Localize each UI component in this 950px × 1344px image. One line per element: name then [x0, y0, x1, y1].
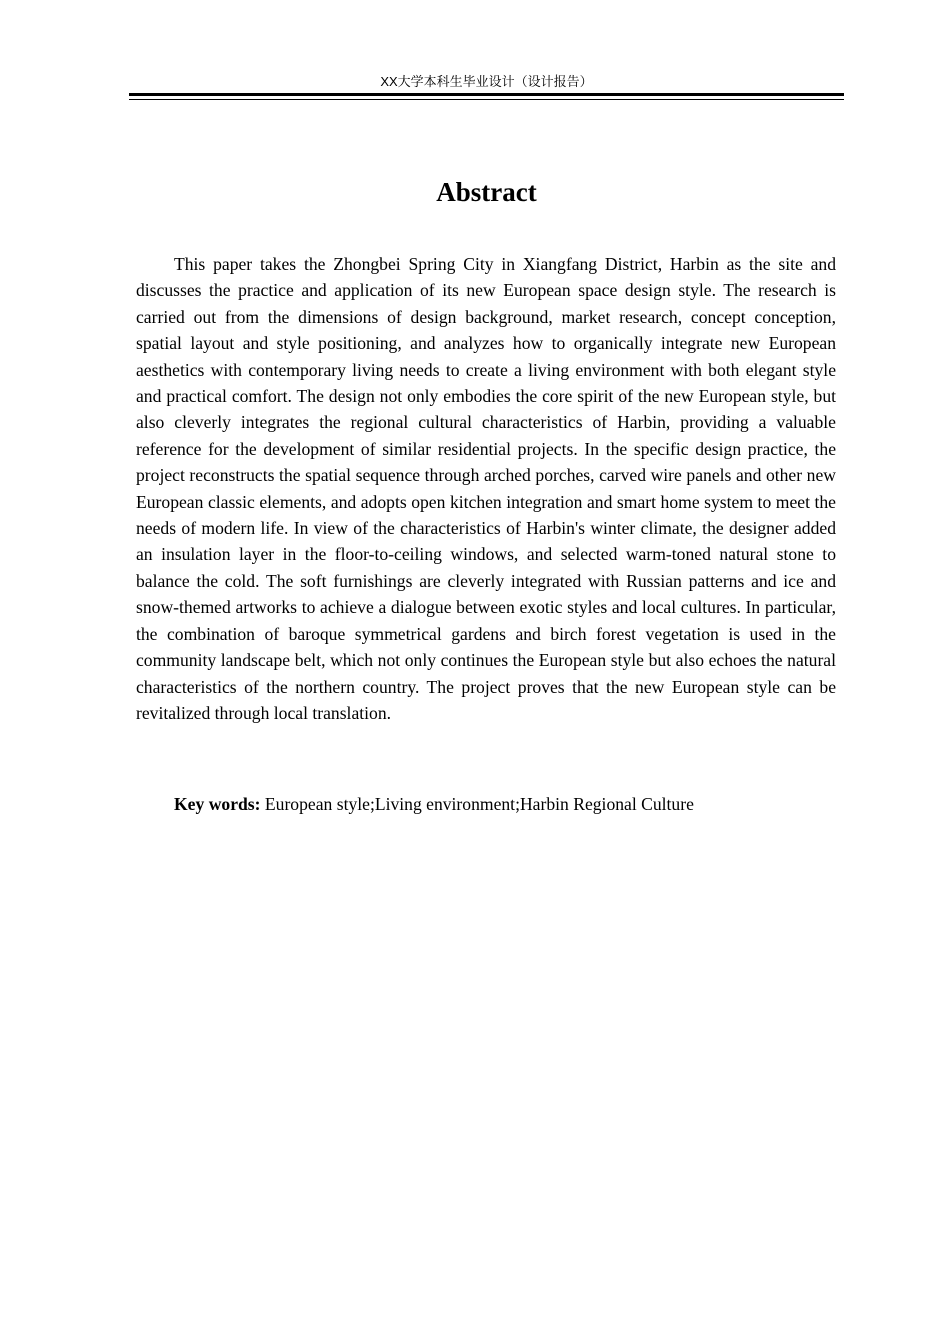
keywords-value: European style;Living environment;Harbin Regional Culture: [264, 794, 694, 814]
keywords-label: Key words:: [174, 794, 261, 814]
abstract-body: This paper takes the Zhongbei Spring City in Xiangfang District, Harbin as the site and discusses the practice and application of its new European space design style. The research is carried out from the dimensions of design background, market research, concept conception, spatial layout and style positioning, and analyzes how to organically integrate new European aesthetics with contemporary living needs to create a living environment with both elegant style and practical comfort. The design not only embodies the core spirit of the new European style, but also cleverly integrates the regional cultural characteristics of Harbin, providing a valuable reference for the development of similar residential projects. In the specific design practice, the project reconstructs the spatial sequence through arched porches, carved wire panels and other new European classic elements, and adopts open kitchen integration and smart home system to meet the needs of modern life. In view of the characteristics of Harbin's winter climate, the designer added an insulation layer in the floor-to-ceiling windows, and selected warm-toned natural stone to balance the cold. The soft furnishings are cleverly integrated with Russian patterns and ice and snow-themed artworks to achieve a dialogue between exotic styles and local cultures. In particular, the combination of baroque symmetrical gardens and birch forest vegetation is used in the community landscape belt, which not only continues the European style but also echoes the natural characteristics of the northern country. The project proves that the new European style can be revitalized through local translation.: [136, 254, 836, 723]
page-header: XX大学本科生毕业设计（设计报告）: [380, 74, 593, 89]
abstract-title: Abstract: [436, 177, 537, 207]
header-rule-thick: [129, 93, 844, 96]
header-rule-thin: [129, 99, 844, 100]
keywords-line: [136, 791, 836, 817]
